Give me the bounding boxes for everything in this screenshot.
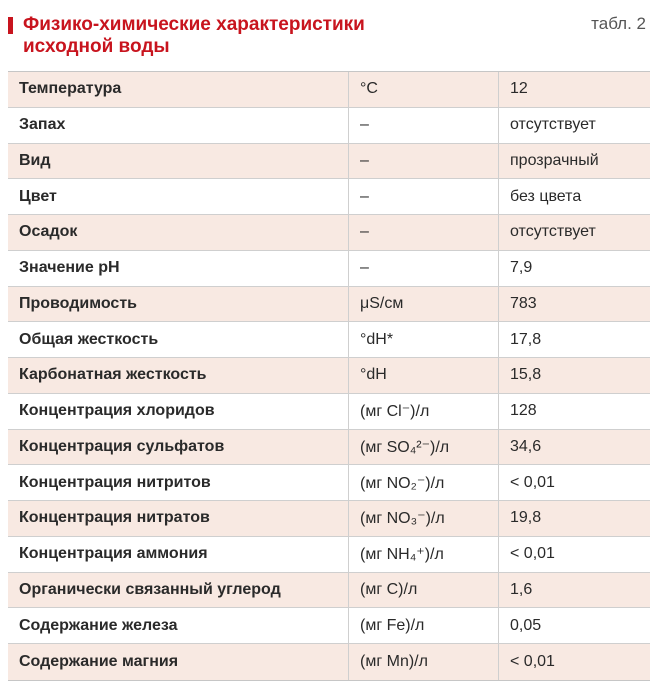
parameter-cell: Осадок <box>8 215 349 250</box>
value-cell: < 0,01 <box>510 652 555 670</box>
table-row <box>8 179 650 215</box>
unit-cell: (мг NO₂⁻)/л <box>349 465 499 500</box>
table-row <box>8 358 650 394</box>
value-cell: прозрачный <box>510 151 599 169</box>
table-row <box>8 465 650 501</box>
parameter-cell: Концентрация хлоридов <box>8 394 349 429</box>
value-cell: 34,6 <box>510 437 542 455</box>
value-cell: отсутствует <box>510 116 596 134</box>
parameter-cell: Карбонатная жесткость <box>8 358 349 393</box>
table-row <box>8 215 650 251</box>
value-cell: 15,8 <box>510 366 542 384</box>
table-title <box>23 14 608 58</box>
table-row <box>8 287 650 323</box>
unit-cell: μS/см <box>349 287 499 322</box>
table-row <box>8 322 650 358</box>
table-row <box>8 644 650 680</box>
unit-cell: (мг Mn)/л <box>349 644 499 680</box>
unit-cell: – <box>349 251 499 286</box>
value-cell: < 0,01 <box>510 545 555 563</box>
value-cell: без цвета <box>510 187 582 205</box>
parameter-cell: Температура <box>8 72 349 107</box>
parameter-cell: Содержание магния <box>8 644 349 680</box>
value-cell: 128 <box>510 402 537 420</box>
table-reference: табл. 2 <box>591 14 646 33</box>
table-title-line-2: исходной воды <box>23 36 170 57</box>
parameter-cell: Концентрация нитратов <box>8 501 349 536</box>
unit-cell: (мг NH₄⁺)/л <box>349 537 499 572</box>
table-title-block <box>8 14 608 58</box>
unit-cell: – <box>349 215 499 250</box>
value-cell: отсутствует <box>510 223 596 241</box>
table-row <box>8 251 650 287</box>
unit-cell: – <box>349 179 499 214</box>
value-cell: 1,6 <box>510 580 533 598</box>
table-row <box>8 108 650 144</box>
table-title-line-1: Физико-химические характеристики <box>23 14 365 35</box>
value-cell: < 0,01 <box>510 473 555 491</box>
value-cell: 12 <box>510 80 528 98</box>
unit-cell: – <box>349 108 499 143</box>
parameter-cell: Концентрация аммония <box>8 537 349 572</box>
table-row <box>8 573 650 609</box>
parameter-cell: Вид <box>8 144 349 179</box>
value-cell: 19,8 <box>510 509 542 527</box>
table-row <box>8 537 650 573</box>
unit-cell: °dH* <box>349 322 499 357</box>
unit-cell: (мг C)/л <box>349 573 499 608</box>
table-row <box>8 72 650 108</box>
table-row <box>8 608 650 644</box>
unit-cell: – <box>349 144 499 179</box>
unit-cell: (мг Cl⁻)/л <box>349 394 499 429</box>
parameter-cell: Проводимость <box>8 287 349 322</box>
unit-cell: °С <box>349 72 499 107</box>
table-row <box>8 144 650 180</box>
table-row <box>8 394 650 430</box>
parameter-cell: Концентрация сульфатов <box>8 430 349 465</box>
parameter-cell: Цвет <box>8 179 349 214</box>
unit-cell: (мг SO₄²⁻)/л <box>349 430 499 465</box>
parameter-cell: Органически связанный углерод <box>8 573 349 608</box>
title-marker <box>8 17 13 34</box>
parameter-cell: Содержание железа <box>8 608 349 643</box>
parameter-cell: Запах <box>8 108 349 143</box>
unit-cell: °dH <box>349 358 499 393</box>
table-row <box>8 430 650 466</box>
value-cell: 783 <box>510 294 537 312</box>
parameter-cell: Концентрация нитритов <box>8 465 349 500</box>
water-characteristics-table <box>8 71 650 681</box>
value-cell: 7,9 <box>510 259 533 277</box>
unit-cell: (мг Fe)/л <box>349 608 499 643</box>
parameter-cell: Общая жесткость <box>8 322 349 357</box>
table-row <box>8 501 650 537</box>
value-cell: 0,05 <box>510 616 542 634</box>
unit-cell: (мг NO₃⁻)/л <box>349 501 499 536</box>
parameter-cell: Значение pH <box>8 251 349 286</box>
value-cell: 17,8 <box>510 330 542 348</box>
